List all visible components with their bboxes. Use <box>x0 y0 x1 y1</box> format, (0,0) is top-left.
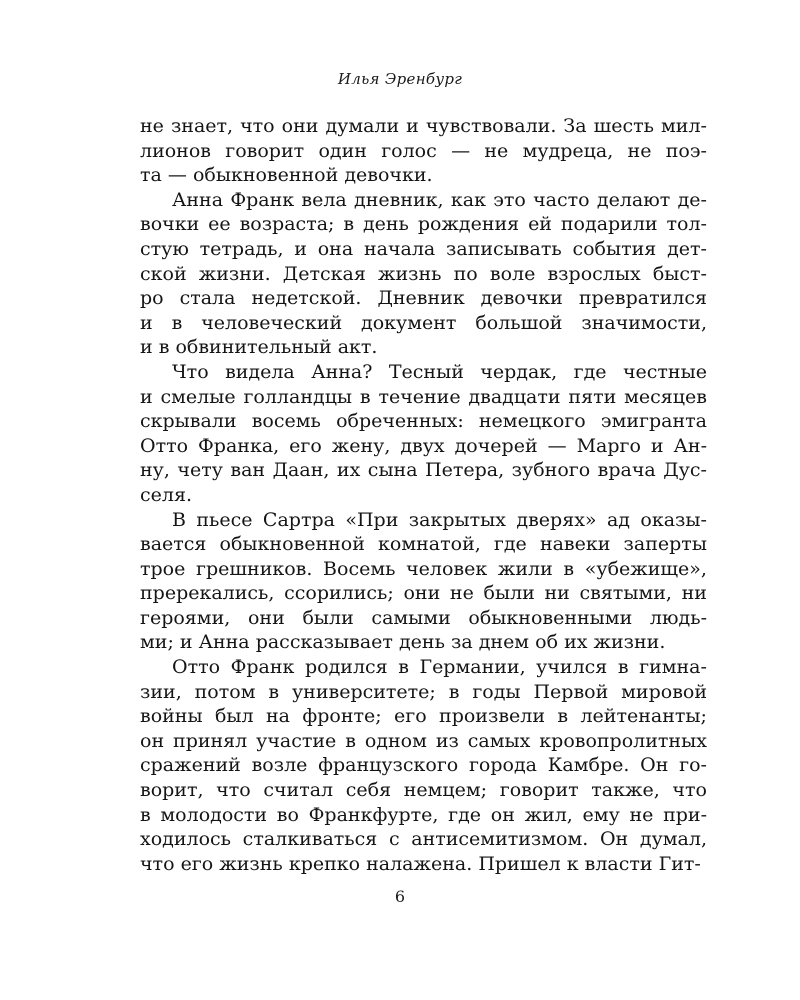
text-line: ми; и Анна рассказывает день за днем об их жизни. <box>140 631 666 654</box>
paragraph <box>140 114 707 188</box>
text-line: Анна Франк вела дневник, как это часто делают де- <box>172 188 707 211</box>
text-line: селя. <box>140 483 192 506</box>
page-number: 6 <box>394 887 406 906</box>
text-line: сражений возле французского города Камбре. Он го- <box>140 754 707 777</box>
text-line: в молодости во Франкфурте, где он жил, ему не при- <box>140 803 707 826</box>
text-line: ходилось сталкиваться с антисемитизмом. Он думал, <box>140 828 707 851</box>
text-line: и в обвинительный акт. <box>140 336 378 359</box>
text-line: и в человеческий документ большой значимости, <box>140 311 707 334</box>
text-line: вочки ее возраста; в день рождения ей подарили тол- <box>140 213 707 236</box>
text-line: Отто Франк родился в Германии, учился в гимна- <box>172 656 707 679</box>
text-line: не знает, что они думали и чувствовали. За шесть мил- <box>140 115 707 137</box>
text-line: войны был на фронте; его произвели в лейтенанты; <box>140 705 707 728</box>
text-line: Отто Франка, его жену, двух дочерей — Марго и Ан- <box>140 434 707 457</box>
text-line: что его жизнь крепко налажена. Пришел к власти Гит- <box>140 852 701 875</box>
text-line: героями, они были самыми обыкновенными людь- <box>140 606 707 629</box>
text-line: трое грешников. Восемь человек жили в «убежище», <box>140 557 707 580</box>
paragraph <box>140 508 707 656</box>
text-line: Что видела Анна? Тесный чердак, где честные <box>172 360 707 383</box>
text-line: он принял участие в одном из самых кровопролитных <box>140 729 707 752</box>
text-line: и смелые голландцы в течение двадцати пяти месяцев <box>140 385 707 408</box>
text-line: стую тетрадь, и она начала записывать события дет- <box>140 237 707 260</box>
paragraph <box>140 188 707 360</box>
paragraph <box>140 655 707 876</box>
text-line: ворит, что считал себя немцем; говорит также, что <box>140 779 707 802</box>
text-line: пререкались, ссорились; они не были ни святыми, ни <box>140 582 707 605</box>
body-text <box>140 114 707 876</box>
text-line: вается обыкновенной комнатой, где навеки заперты <box>140 533 707 556</box>
text-line: В пьесе Сартра «При закрытых дверях» ад оказы- <box>172 508 707 531</box>
text-line: ской жизни. Детская жизнь по воле взрослых быст- <box>140 262 707 285</box>
text-line: зии, потом в университете; в годы Первой мировой <box>140 680 707 703</box>
paragraph <box>140 360 707 508</box>
text-line: лионов говорит один голос — не мудреца, не поэ- <box>140 139 707 162</box>
text-line: скрывали восемь обреченных: немецкого эмигранта <box>140 410 707 433</box>
text-line: та — обыкновенной девочки. <box>140 164 433 187</box>
running-head: Илья Эренбург <box>337 70 463 88</box>
text-line: ну, чету ван Даан, их сына Петера, зубного врача Дус- <box>140 459 707 482</box>
text-line: ро стала недетской. Дневник девочки превратился <box>140 287 707 310</box>
